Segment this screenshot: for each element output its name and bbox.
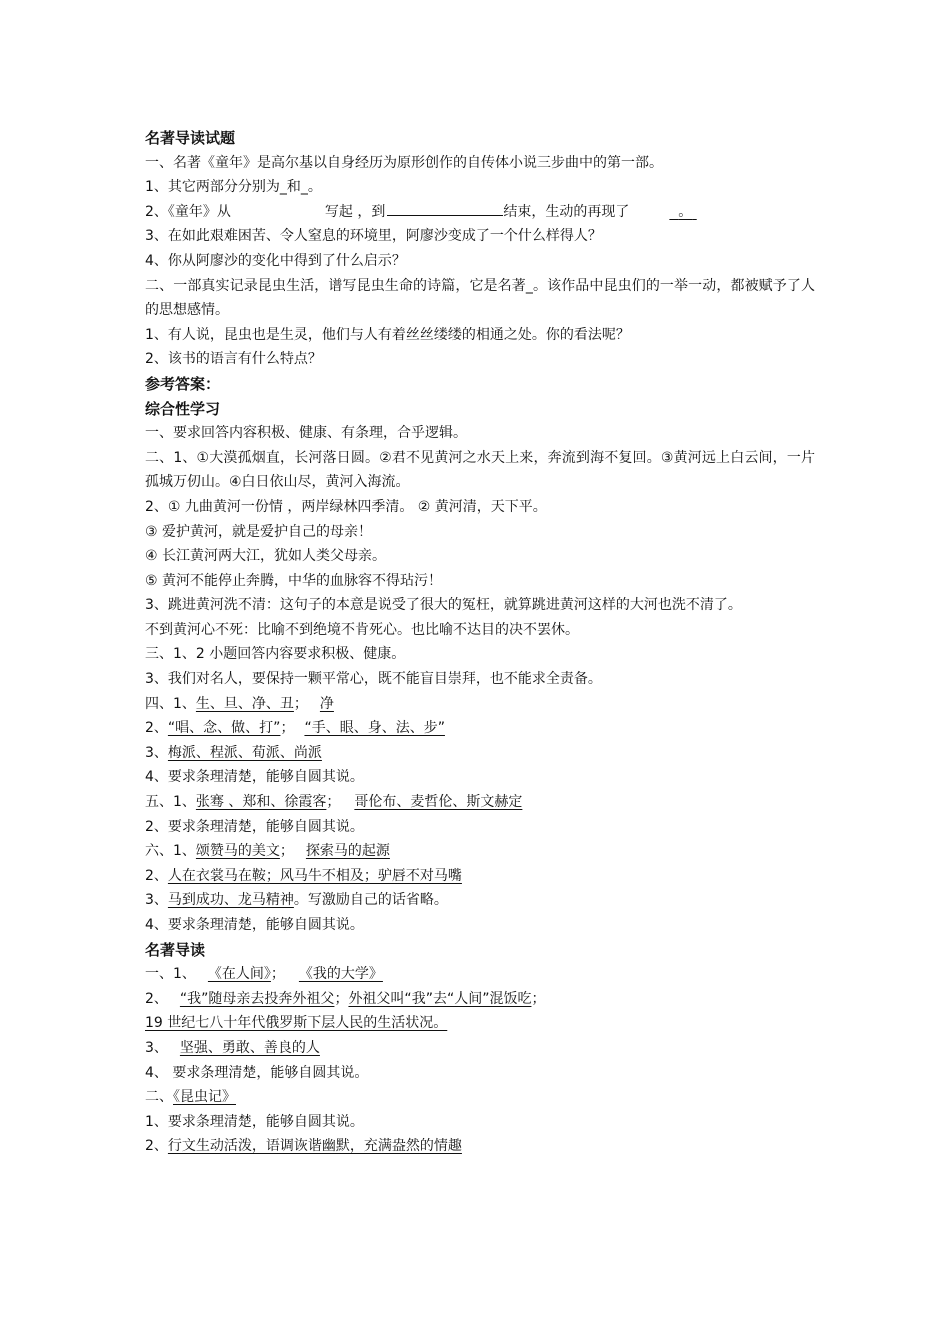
document-page [145,126,815,1159]
q1-item2-part-b: 写起 ，到 [324,203,386,220]
answer-line: 4、要求条理清楚，能够自圆其说。 [145,769,364,786]
answer-line: 一、要求回答内容积极、健康、有条理，合乎逻辑。 [145,425,467,442]
q2-intro: 二、一部真实记录昆虫生活，谱写昆虫生命的诗篇，它是名著_。该作品中昆虫们的一举一动，都被赋予了人的思想感情。 [145,277,815,319]
q1-intro: 一、名著《童年》是高尔基以自身经历为原形创作的自传体小说三步曲中的第一部。 [145,154,663,171]
q1-item2-part-d: 。 [678,203,693,220]
answer-line: 不到黄河心不死：比喻不到绝境不肯死心。也比喻不达目的决不罢休。 [145,621,579,638]
q1-item1: 1、其它两部分分别为_和_。 [145,179,322,196]
q1-item2-part-a: 2、《童年》从 [145,203,231,220]
answer-line: 3、 坚强、勇敢、善良的人 [145,1039,320,1056]
answer-line: 2、 “我”随母亲去投奔外祖父；外祖父叫“我”去“人间”混饭吃； [145,990,546,1007]
answer-line: ④ 长江黄河两大江，犹如人类父母亲。 [145,548,386,565]
answer-line: 二、《昆虫记》 [145,1089,236,1106]
answer-line: ⑤ 黄河不能停止奔腾，中华的血脉容不得玷污！ [145,572,442,589]
answer-line: 4、要求条理清楚，能够自圆其说。 [145,917,364,933]
q1-item2 [145,200,815,225]
answer-line: 二、1、①大漠孤烟直，长河落日圆。②君不见黄河之水天上来，奔流到海不复回。③黄河远上白云间，一片孤城万仞山。④白日依山尽，黄河入海流。 [145,449,815,491]
answer-line: 四、1、生、旦、净、丑； 净 [145,695,334,712]
answer-line: 3、跳进黄河洗不清：这句子的本意是说受了很大的冤枉，就算跳进黄河这样的大河也洗不清了。 [145,597,742,614]
answer-line: 2、① 九曲黄河一份情 ，两岸绿林四季清。 ② 黄河清，天下平。 [145,498,547,515]
answer-line: 3、马到成功、龙马精神。写激励自己的话省略。 [145,892,448,909]
answer-line: 五、1、张骞 、郑和、徐霞客； 哥伦布、麦哲伦、斯文赫定 [145,794,523,811]
q1-item3: 3、在如此艰难困苦、令人窒息的环境里，阿廖沙变成了一个什么样得人？ [145,228,602,245]
answer-blank [387,200,503,216]
answer-line: 2、行文生动活泼，语调诙谐幽默，充满盎然的情趣 [145,1138,462,1155]
answer-line: 2、要求条理清楚，能够自圆其说。 [145,818,364,835]
answer-line: 1、要求条理清楚，能够自圆其说。 [145,1113,364,1130]
q2-item1: 1、有人说，昆虫也是生灵，他们与人有着丝丝缕缕的相通之处。你的看法呢？ [145,326,630,343]
answer-line: 一、1、 《在人间》； 《我的大学》 [145,966,383,983]
answer-line: ③ 爱护黄河，就是爱护自己的母亲！ [145,523,373,540]
answer-line: 2、人在衣裳马在鞍；风马牛不相及；驴唇不对马嘴 [145,867,462,884]
answer-line: 2、“唱、念、做、打”； “手、眼、身、法、步” [145,720,445,737]
answer-line: 六、1、颂赞马的美文； 探索马的起源 [145,843,390,860]
document-title: 名著导读试题 [145,129,236,147]
classics-heading: 名著导读 [145,940,206,959]
answer-line: 19 世纪七八十年代俄罗斯下层人民的生活状况。 [145,1015,448,1032]
answers-heading: 参考答案： [145,374,221,393]
comprehensive-heading: 综合性学习 [145,399,221,418]
answer-line: 4、 要求条理清楚，能够自圆其说。 [145,1064,369,1081]
answer-line: 3、我们对名人，要保持一颗平常心，既不能盲目崇拜，也不能求全责备。 [145,671,602,688]
q1-item2-part-c: 结束，生动的再现了 [503,203,630,220]
q1-item4: 4、你从阿廖沙的变化中得到了什么启示？ [145,252,406,269]
answer-line: 三、1、2 小题回答内容要求积极、健康。 [145,646,406,663]
q2-item2: 2、该书的语言有什么特点？ [145,351,322,368]
answer-line: 3、梅派、程派、荀派、尚派 [145,744,322,761]
